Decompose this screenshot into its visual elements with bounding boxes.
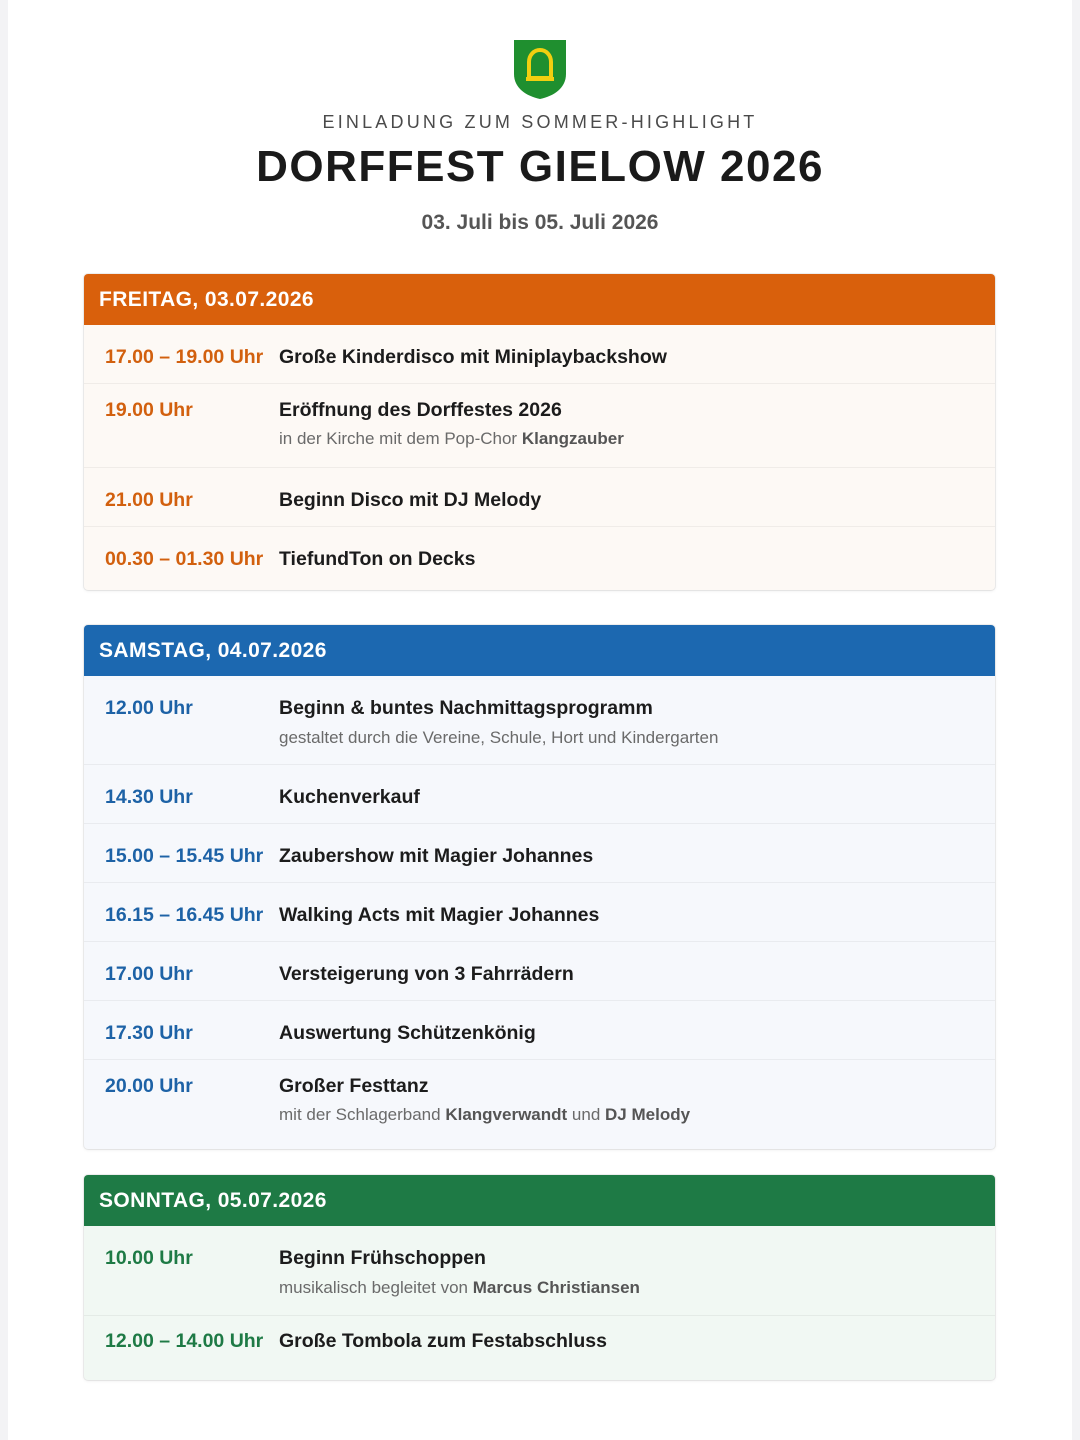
event-title: Walking Acts mit Magier Johannes bbox=[279, 904, 600, 926]
event-time: 12.00 Uhr bbox=[105, 697, 193, 719]
schedule-row bbox=[84, 325, 995, 384]
event-title: Beginn Frühschoppen bbox=[279, 1247, 486, 1269]
event-time: 16.15 – 16.45 Uhr bbox=[105, 904, 264, 926]
event-detail: in der Kirche mit dem Pop-Chor Klangzauber bbox=[279, 429, 624, 448]
schedule-row bbox=[84, 942, 995, 1001]
coat-of-arms-icon bbox=[512, 38, 568, 100]
event-title: Auswertung Schützenkönig bbox=[279, 1022, 536, 1044]
event-title: Zaubershow mit Magier Johannes bbox=[279, 845, 594, 867]
event-time: 19.00 Uhr bbox=[105, 399, 193, 421]
event-time: 17.00 – 19.00 Uhr bbox=[105, 346, 264, 368]
event-time: 10.00 Uhr bbox=[105, 1247, 193, 1269]
event-time: 20.00 Uhr bbox=[105, 1075, 193, 1097]
page-title: DORFFEST GIELOW 2026 bbox=[256, 142, 824, 191]
schedule-row bbox=[84, 1316, 995, 1380]
invitation-kicker: EINLADUNG ZUM SOMMER-HIGHLIGHT bbox=[322, 112, 758, 132]
schedule-row bbox=[84, 1226, 995, 1316]
event-time: 14.30 Uhr bbox=[105, 786, 193, 808]
event-title: TiefundTon on Decks bbox=[279, 548, 476, 570]
day-card-friday bbox=[84, 274, 995, 590]
event-dates: 03. Juli bis 05. Juli 2026 bbox=[421, 211, 659, 234]
event-title: Beginn & buntes Nachmittagsprogramm bbox=[279, 697, 653, 719]
schedule-row bbox=[84, 527, 995, 590]
schedule-row bbox=[84, 1001, 995, 1060]
schedule-row bbox=[84, 1060, 995, 1149]
event-time: 21.00 Uhr bbox=[105, 489, 193, 511]
event-title: Beginn Disco mit DJ Melody bbox=[279, 489, 542, 511]
schedule-row bbox=[84, 384, 995, 468]
schedule-row bbox=[84, 676, 995, 765]
schedule-row bbox=[84, 824, 995, 883]
schedule-row bbox=[84, 468, 995, 527]
event-title: Eröffnung des Dorffestes 2026 bbox=[279, 399, 562, 421]
event-time: 00.30 – 01.30 Uhr bbox=[105, 548, 264, 570]
schedule-row bbox=[84, 883, 995, 942]
event-time: 15.00 – 15.45 Uhr bbox=[105, 845, 264, 867]
event-title: Versteigerung von 3 Fahrrädern bbox=[279, 963, 574, 985]
event-detail: mit der Schlagerband Klangverwandt und DJ Melody bbox=[279, 1105, 691, 1124]
event-title: Kuchenverkauf bbox=[279, 786, 420, 808]
page bbox=[8, 0, 1072, 1440]
day-header: FREITAG, 03.07.2026 bbox=[84, 274, 995, 325]
event-title: Große Tombola zum Festabschluss bbox=[279, 1330, 607, 1352]
day-header: SONNTAG, 05.07.2026 bbox=[84, 1175, 995, 1226]
event-time: 17.30 Uhr bbox=[105, 1022, 193, 1044]
event-title: Große Kinderdisco mit Miniplaybackshow bbox=[279, 346, 667, 368]
event-time: 12.00 – 14.00 Uhr bbox=[105, 1330, 264, 1352]
day-card-saturday bbox=[84, 625, 995, 1149]
event-detail: gestaltet durch die Vereine, Schule, Hort und Kindergarten bbox=[279, 728, 719, 747]
schedule-row bbox=[84, 765, 995, 824]
event-detail: musikalisch begleitet von Marcus Christiansen bbox=[279, 1278, 640, 1297]
event-title: Großer Festtanz bbox=[279, 1075, 429, 1097]
day-card-sunday bbox=[84, 1175, 995, 1380]
day-header: SAMSTAG, 04.07.2026 bbox=[84, 625, 995, 676]
event-time: 17.00 Uhr bbox=[105, 963, 193, 985]
